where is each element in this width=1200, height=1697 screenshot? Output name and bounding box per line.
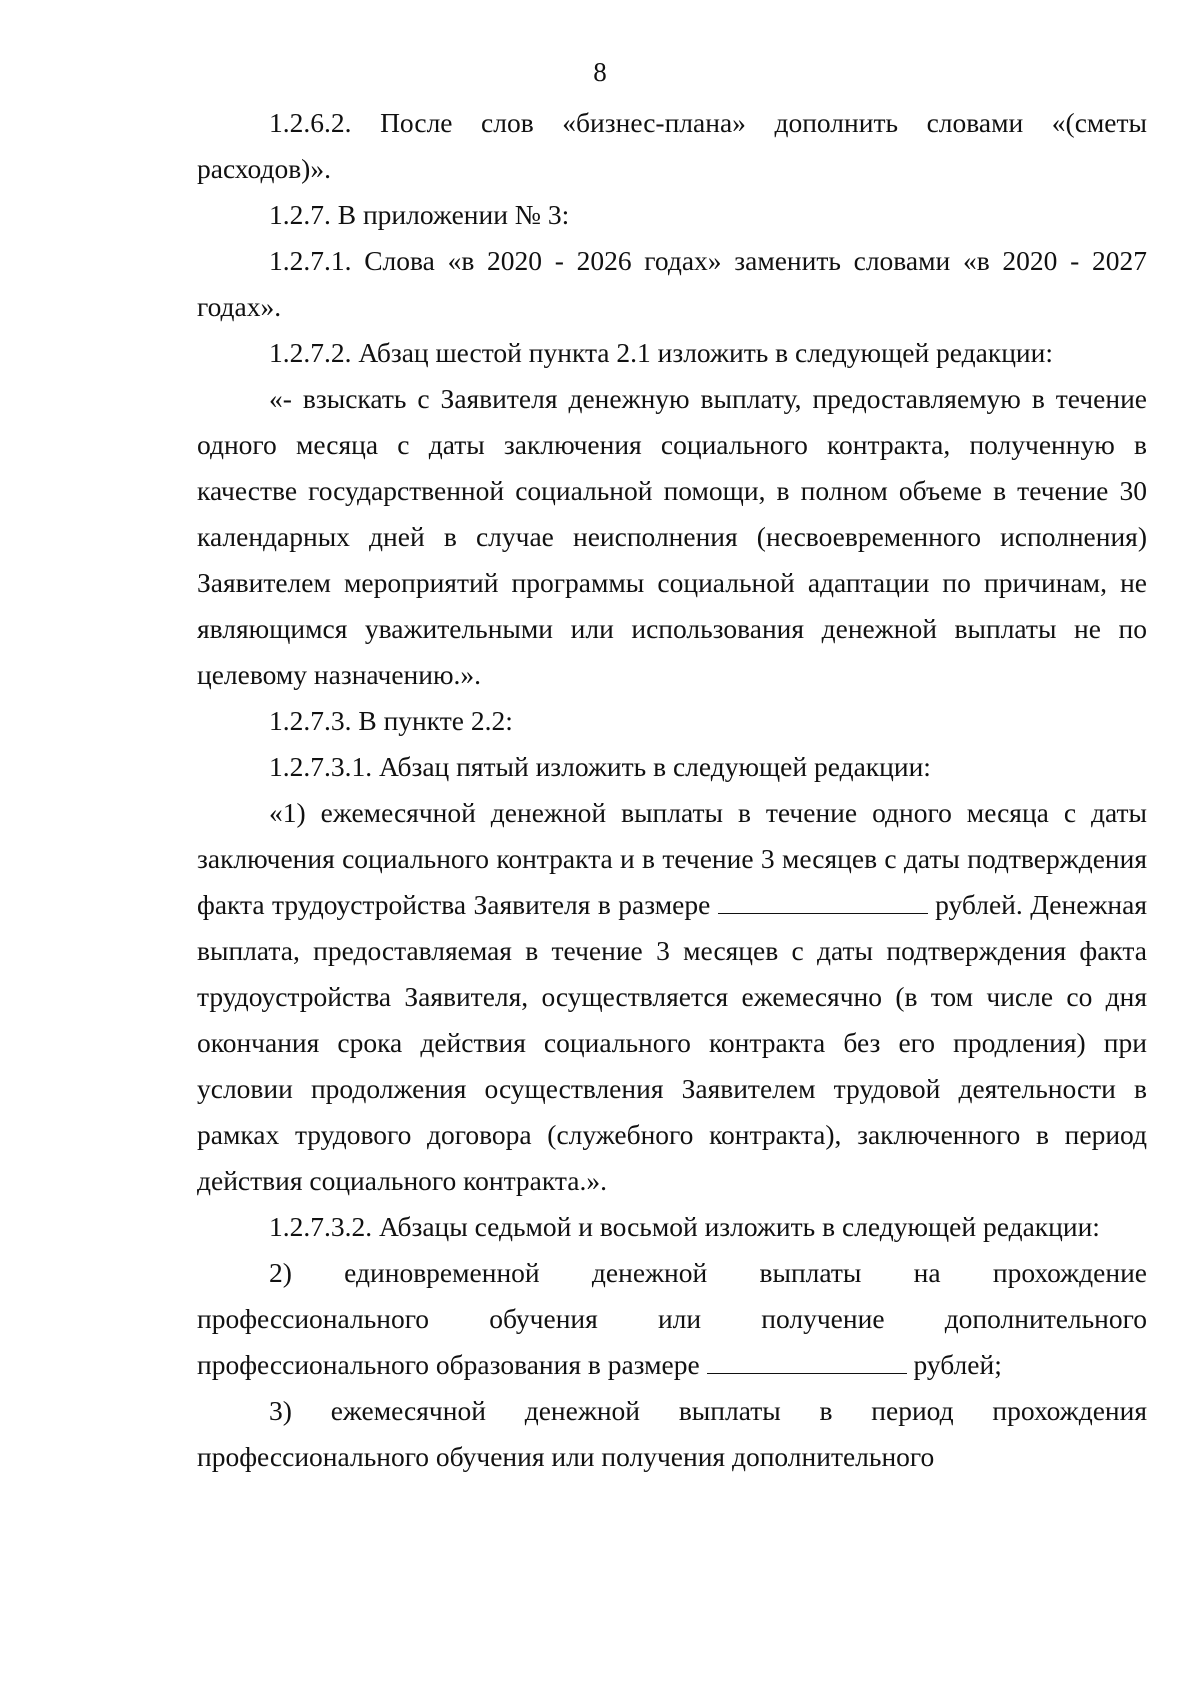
paragraph-item-3: 3) ежемесячной денежной выплаты в период прохождения профессионального обучения или получения дополнительного bbox=[197, 1395, 1147, 1472]
amount-blank-line bbox=[707, 1343, 907, 1374]
paragraph-1-2-6-2: 1.2.6.2. После слов «бизнес-плана» дополнить словами «(сметы расходов)». bbox=[197, 107, 1147, 184]
monthly-payment-text-end: рублей. Денежная выплата, предоставляемая в течение 3 месяцев с даты подтверждения факта трудоустройства Заявителя, осуществляется ежемесячно (в том числе со дня окончания срока действия социального контракта без его продления) при условии продолжения осуществления Заявителем трудовой деятельности в рамках трудового договора (служебного контракта), заключенного в период действия социального контракта.». bbox=[197, 889, 1147, 1196]
amount-blank-line bbox=[718, 883, 928, 914]
paragraph-item-2 bbox=[197, 1250, 1147, 1388]
paragraph-1-2-7-3-1: 1.2.7.3.1. Абзац пятый изложить в следующей редакции: bbox=[269, 751, 931, 782]
page-number: 8 bbox=[593, 57, 607, 87]
item-2-text-end: рублей; bbox=[913, 1349, 1002, 1380]
paragraph-1-2-7-2: 1.2.7.2. Абзац шестой пункта 2.1 изложить в следующей редакции: bbox=[269, 337, 1053, 368]
document-body bbox=[197, 100, 1147, 1480]
quoted-paragraph-vzyskat: «- взыскать с Заявителя денежную выплату, предоставляемую в течение одного месяца с даты заключения социального контракта, полученную в качестве государственной социальной помощи, в полном объеме в течение 30 календарных дней в случае неисполнения (несвоевременного исполнения) Заявителем мероприятий программы социальной адаптации по причинам, не являющимся уважительными или использования денежной выплаты не по целевому назначению.». bbox=[197, 383, 1147, 690]
paragraph-1-2-7-3-2: 1.2.7.3.2. Абзацы седьмой и восьмой изложить в следующей редакции: bbox=[269, 1211, 1100, 1242]
item-2-text-start: 2) единовременной денежной выплаты на прохождение профессионального обучения или получение дополнительного профессионального образования в размере bbox=[197, 1257, 1147, 1380]
monthly-payment-text-start: «1) ежемесячной денежной выплаты в течение одного месяца с даты заключения социального контракта и в течение 3 месяцев с даты подтверждения факта трудоустройства Заявителя в размере bbox=[197, 797, 1147, 920]
quoted-paragraph-monthly-payment bbox=[197, 790, 1147, 1204]
paragraph-1-2-7-1: 1.2.7.1. Слова «в 2020 - 2026 годах» заменить словами «в 2020 - 2027 годах». bbox=[197, 245, 1147, 322]
paragraph-1-2-7: 1.2.7. В приложении № 3: bbox=[269, 199, 570, 230]
paragraph-1-2-7-3: 1.2.7.3. В пункте 2.2: bbox=[269, 705, 513, 736]
